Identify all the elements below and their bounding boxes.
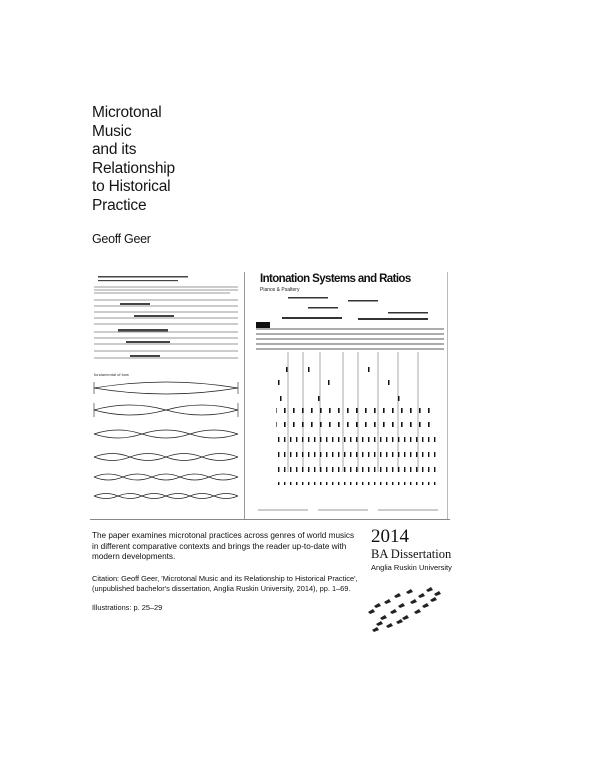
title-line: Music (92, 122, 132, 140)
figure-subtitle: Pianos & Psaltery (260, 287, 300, 293)
title-line: to Historical (92, 178, 171, 195)
author-name: Geoff Geer (92, 232, 151, 246)
illustrations-note: Illustrations: p. 25–29 (92, 603, 163, 612)
abstract-text: The paper examines microtonal practices across genres of world musics in different comparative contexts and brings the reader up-to-date with modern developments. (92, 531, 355, 561)
figure-border-right (447, 272, 448, 520)
svg-text:fundamental of bow: fundamental of bow (94, 372, 129, 377)
birds-logo-icon (360, 582, 450, 638)
year: 2014 (371, 526, 409, 547)
intonation-chart-graphic (248, 272, 448, 522)
document-title (92, 104, 232, 215)
figure-border-bottom (90, 519, 450, 520)
title-line: Microtonal (92, 104, 162, 121)
harmonics-illustration (90, 272, 242, 522)
degree-label: BA Dissertation (371, 547, 452, 561)
figure-title: Intonation Systems and Ratios (260, 273, 411, 285)
university-label: Anglia Ruskin University (371, 563, 452, 572)
title-line: and its (92, 141, 137, 158)
figure-divider (244, 272, 245, 520)
harmonics-figure (90, 272, 242, 522)
title-line: Relationship (92, 159, 175, 177)
citation-text: Citation: Geoff Geer, 'Microtonal Music and its Relationship to Historical Practice', (unpublished bachelor's dissertation, Anglia Ruskin University, 2014), pp. 1–69. (92, 574, 358, 594)
title-line: Practice (92, 196, 147, 214)
intonation-figure (248, 272, 448, 522)
